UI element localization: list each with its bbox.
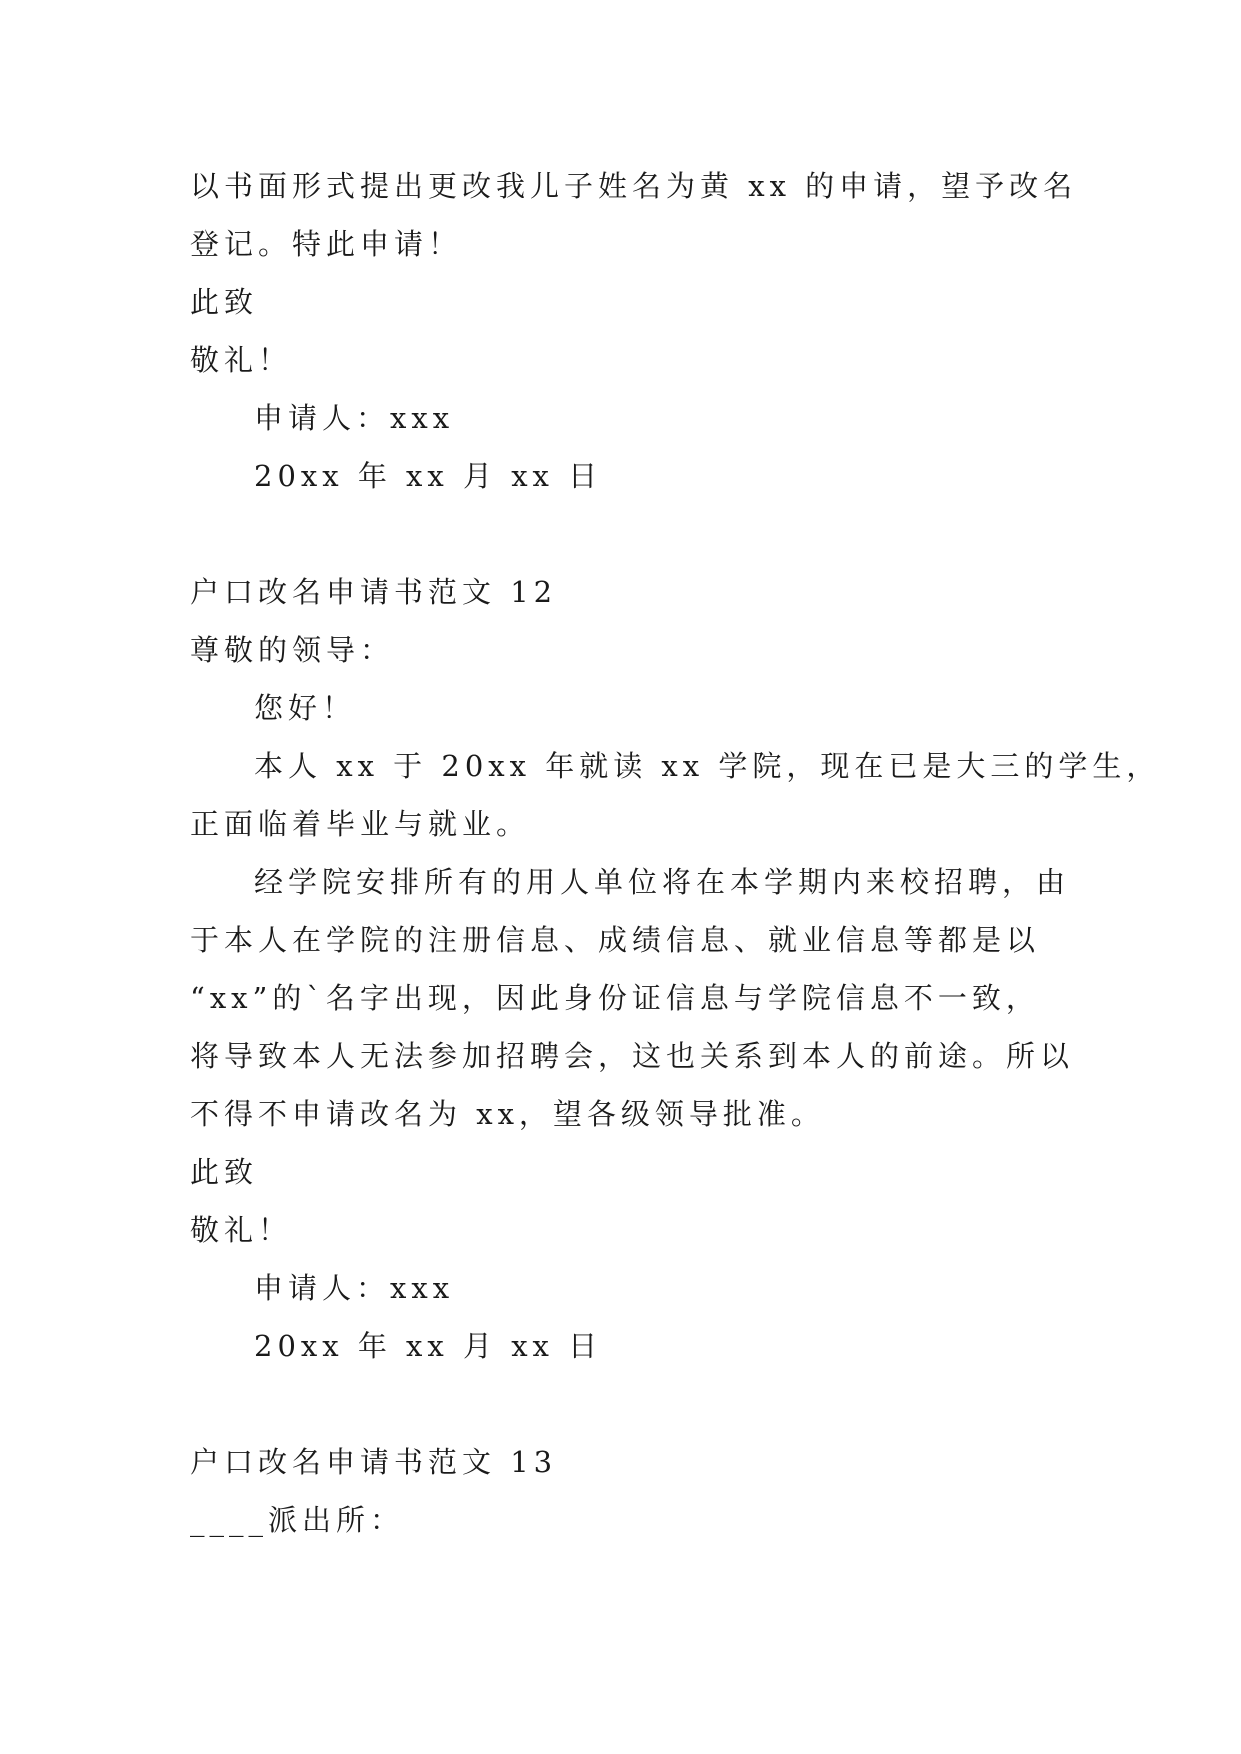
body-text-line: 经学院安排所有的用人单位将在本学期内来校招聘，由 bbox=[254, 865, 1071, 899]
body-text-line: 将导致本人无法参加招聘会，这也关系到本人的前途。所以 bbox=[190, 1039, 1075, 1073]
date-line: 20xx 年 xx 月 xx 日 bbox=[254, 1329, 603, 1363]
body-text-line: 正面临着毕业与就业。 bbox=[190, 807, 531, 841]
body-text-line: 以书面形式提出更改我儿子姓名为黄 xx 的申请，望予改名 bbox=[190, 169, 1078, 203]
body-text-line: 登记。特此申请！ bbox=[190, 227, 463, 261]
salutation: 尊敬的领导： bbox=[190, 633, 395, 667]
date-line: 20xx 年 xx 月 xx 日 bbox=[254, 459, 603, 493]
closing-salutation: 此致 bbox=[190, 1155, 259, 1189]
applicant-signature: 申请人：xxx bbox=[254, 401, 455, 435]
addressee: ____派出所： bbox=[190, 1503, 405, 1537]
greeting: 您好！ bbox=[254, 691, 357, 725]
body-text-line: “xx”的`名字出现，因此身份证信息与学院信息不一致， bbox=[190, 981, 1040, 1015]
body-text-line: 本人 xx 于 20xx 年就读 xx 学院，现在已是大三的学生， bbox=[254, 749, 1161, 783]
body-text-line: 于本人在学院的注册信息、成绩信息、就业信息等都是以 bbox=[190, 923, 1041, 957]
closing-salutation: 此致 bbox=[190, 285, 259, 319]
section-title: 户口改名申请书范文 13 bbox=[190, 1445, 558, 1479]
section-title: 户口改名申请书范文 12 bbox=[190, 575, 558, 609]
applicant-signature: 申请人：xxx bbox=[254, 1271, 455, 1305]
closing-regards: 敬礼！ bbox=[190, 1213, 293, 1247]
body-text-line: 不得不申请改名为 xx，望各级领导批准。 bbox=[190, 1097, 825, 1131]
closing-regards: 敬礼！ bbox=[190, 343, 293, 377]
